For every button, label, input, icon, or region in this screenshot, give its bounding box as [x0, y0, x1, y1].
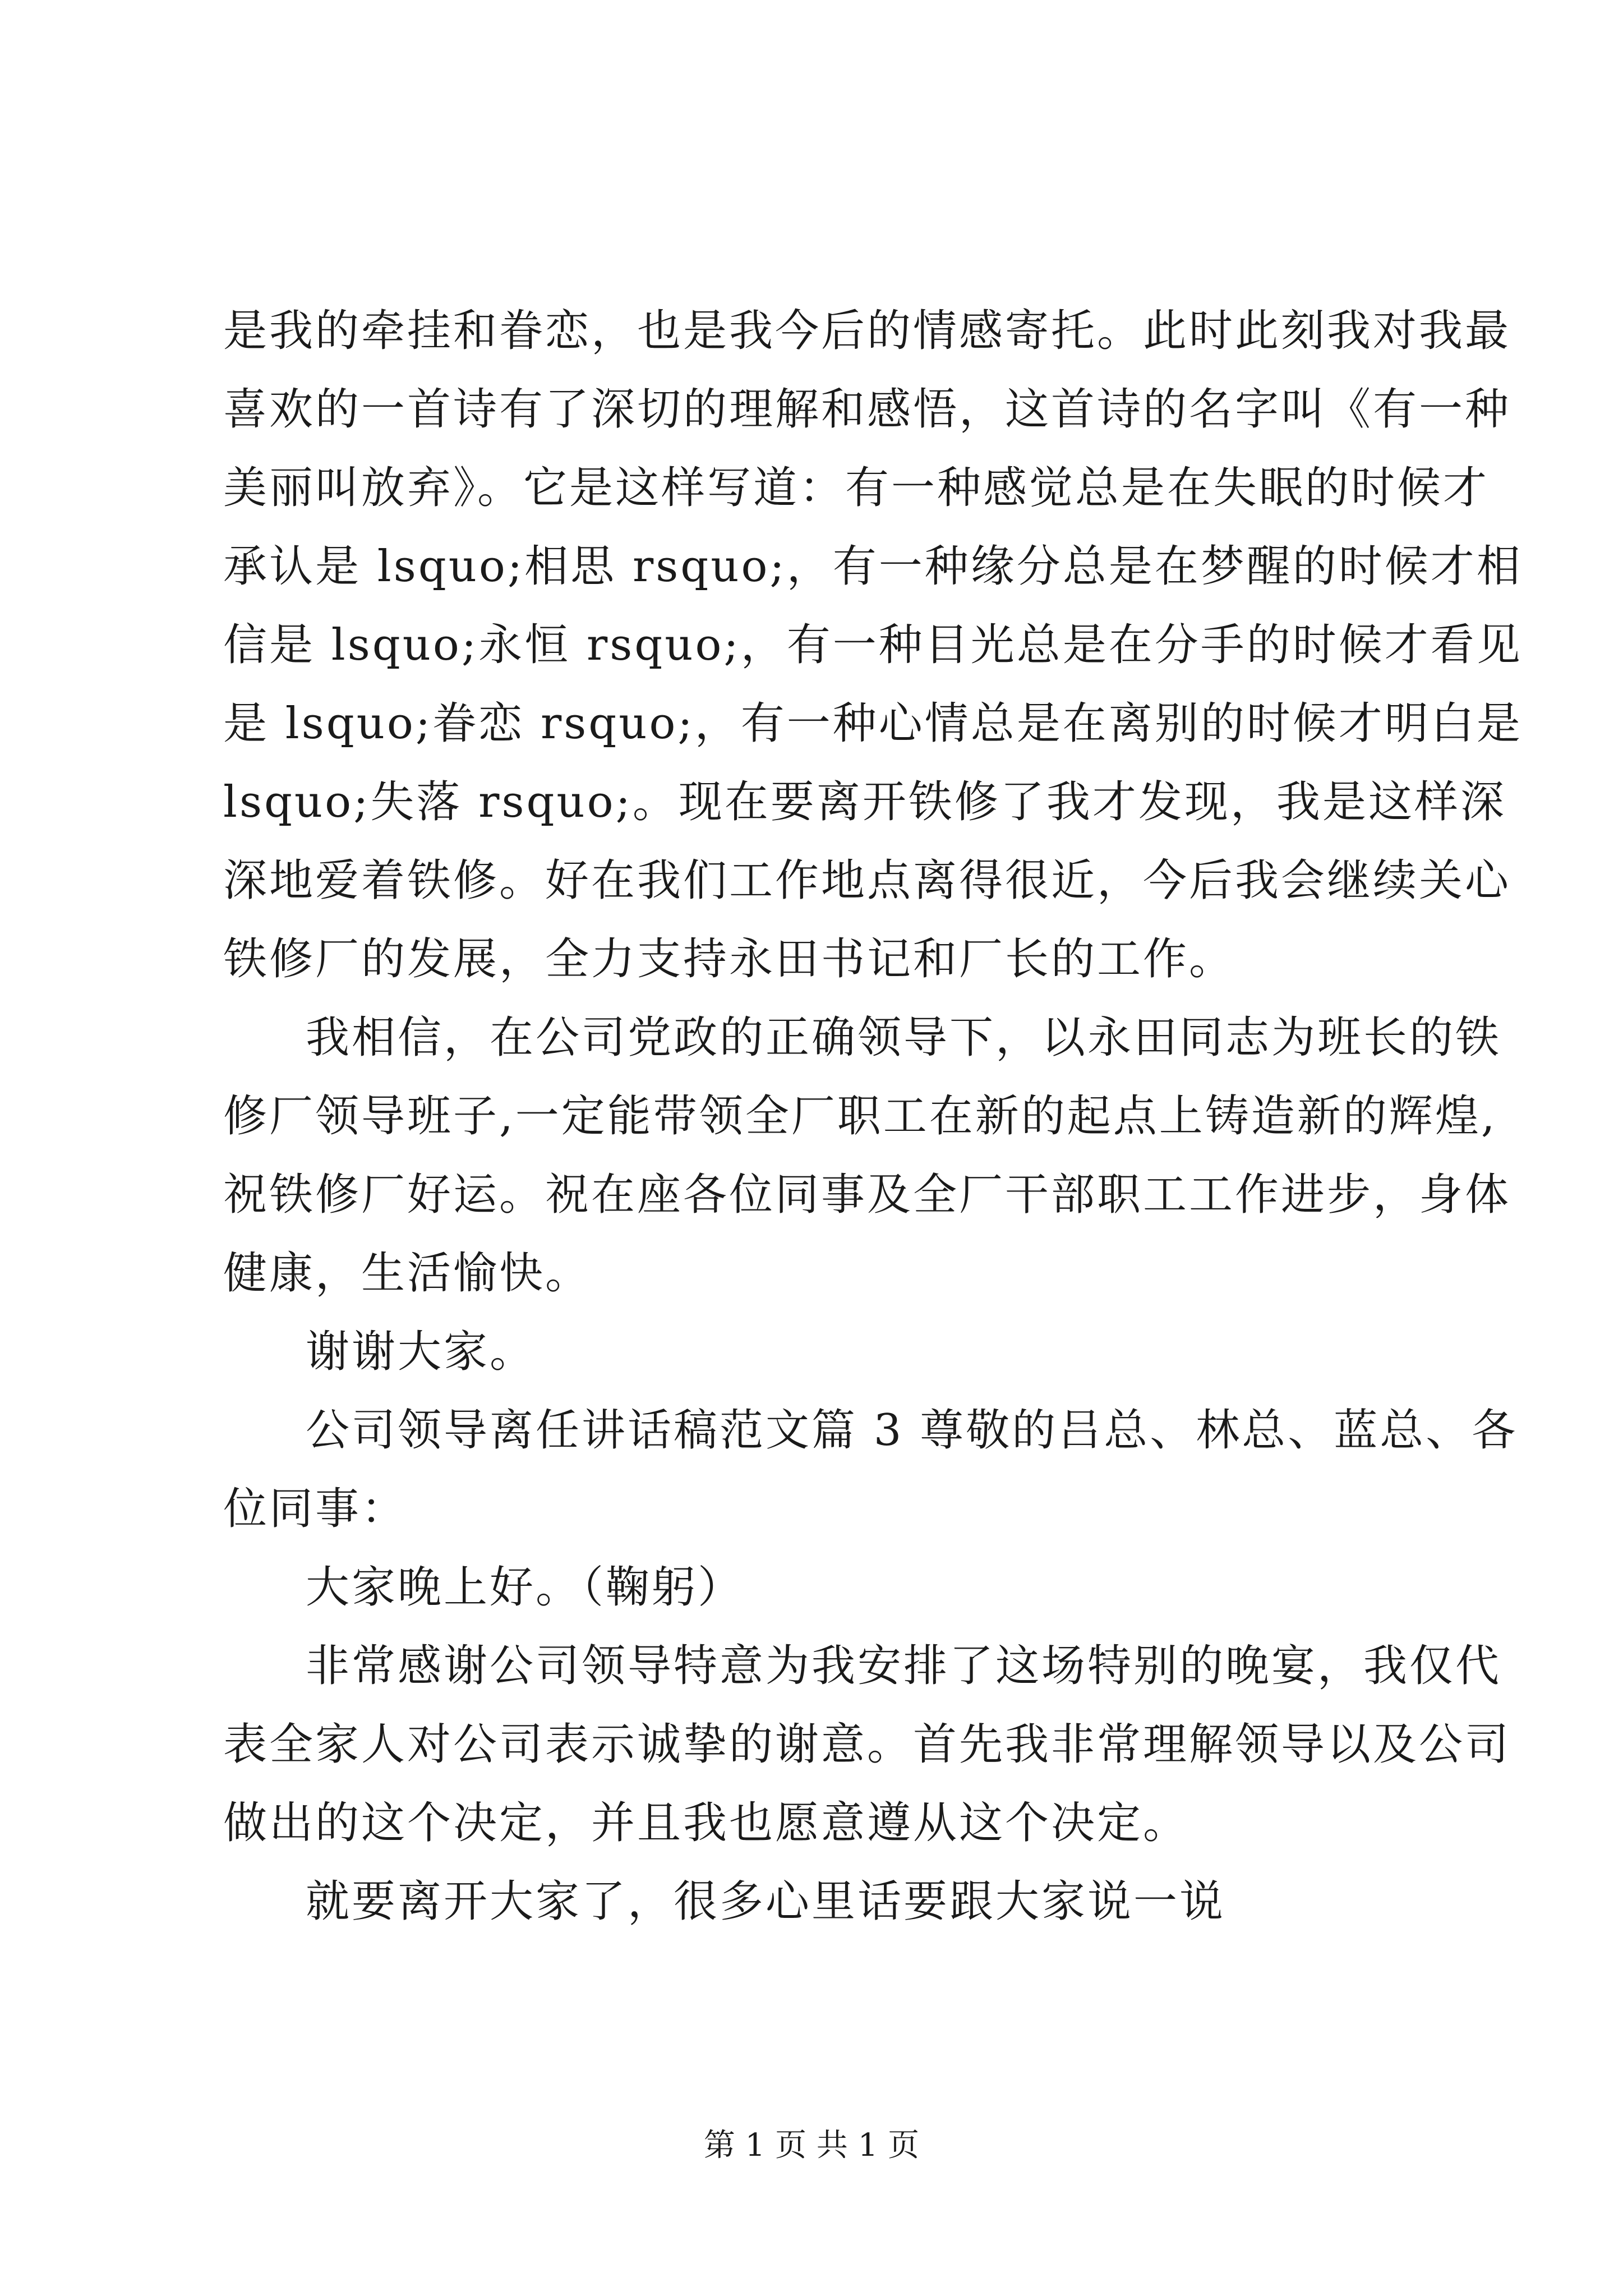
- paragraph-first-line: 非常感谢公司领导特意为我安排了这场特别的晚宴，我仅代: [306, 1641, 1502, 1691]
- text-line: 做出的这个决定，并且我也愿意遵从这个决定。: [223, 1798, 1189, 1848]
- paragraph-first-line: 就要离开大家了，很多心里话要跟大家说一说: [306, 1876, 1226, 1927]
- text-line: 是我的牵挂和眷恋，也是我今后的情感寄托。此时此刻我对我最: [223, 306, 1511, 356]
- text-line: 铁修厂的发展，全力支持永田书记和厂长的工作。: [223, 934, 1235, 984]
- text-line: 美丽叫放弃》。它是这样写道：有一种感觉总是在失眠的时候才: [223, 463, 1490, 513]
- paragraph-first-line: 我相信，在公司党政的正确领导下，以永田同志为班长的铁: [306, 1013, 1502, 1063]
- paragraph-first-line: 公司领导离任讲话稿范文篇 3 尊敬的吕总、林总、蓝总、各: [306, 1405, 1518, 1456]
- paragraph-first-line: 大家晚上好。（鞠躬）: [306, 1562, 744, 1613]
- text-line: 承认是 lsquo;相思 rsquo;，有一种缘分总是在梦醒的时候才相: [223, 541, 1523, 592]
- text-line: 信是 lsquo;永恒 rsquo;，有一种目光总是在分手的时候才看见: [223, 620, 1523, 670]
- text-line: 表全家人对公司表示诚挚的谢意。首先我非常理解领导以及公司: [223, 1719, 1511, 1770]
- text-line: 喜欢的一首诗有了深切的理解和感悟，这首诗的名字叫《有一种: [223, 384, 1511, 435]
- paragraph-first-line: 谢谢大家。: [306, 1327, 536, 1377]
- text-line: 是 lsquo;眷恋 rsquo;，有一种心情总是在离别的时候才明白是: [223, 698, 1523, 749]
- text-line: 祝铁修厂好运。祝在座各位同事及全厂干部职工工作进步，身体: [223, 1170, 1511, 1220]
- page-footer: 第 1 页 共 1 页: [703, 2127, 920, 2164]
- text-line: 健康，生活愉快。: [223, 1248, 592, 1299]
- text-line: 深地爱着铁修。好在我们工作地点离得很近，今后我会继续关心: [223, 855, 1511, 906]
- text-line: 位同事：: [223, 1484, 408, 1534]
- text-line: lsquo;失落 rsquo;。现在要离开铁修了我才发现，我是这样深: [223, 777, 1506, 827]
- text-line: 修厂领导班子,一定能带领全厂职工在新的起点上铸造新的辉煌,: [223, 1091, 1497, 1142]
